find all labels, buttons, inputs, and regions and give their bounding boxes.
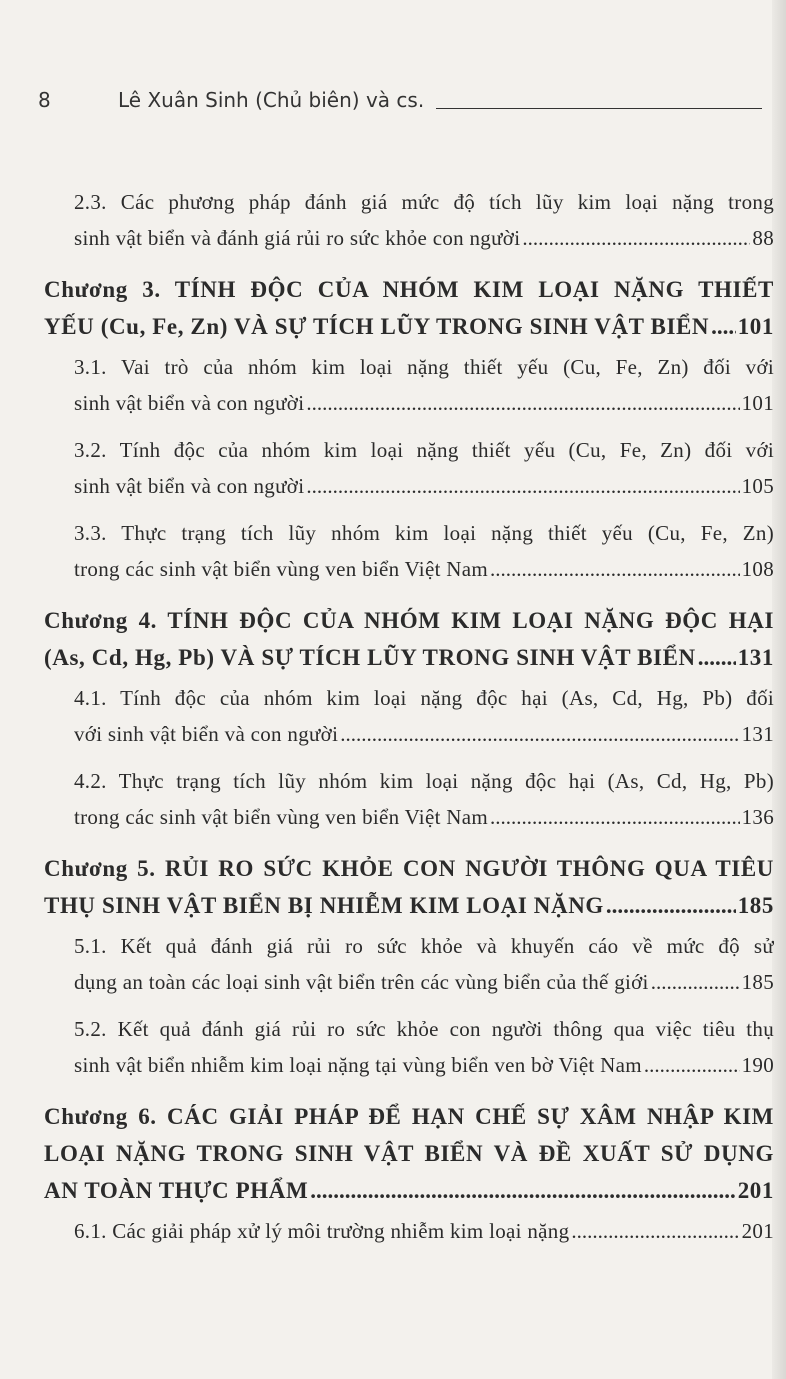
toc-entry-3-2: 3.2. Tính độc của nhóm kim loại nặng thiết yếu (Cu, Fe, Zn) đối với sinh vật biển và con người ..... 105 <box>44 432 774 504</box>
toc-page-number: 108 <box>741 557 774 581</box>
toc-page-number: 88 <box>752 226 774 250</box>
page-number: 8 <box>38 88 51 112</box>
toc-page-number: 201 <box>741 1219 774 1243</box>
toc-entry-6-1: 6.1. Các giải pháp xử lý môi trường nhiễm kim loại nặng ..... 201 <box>44 1213 774 1249</box>
toc-entry-2-3: 2.3. Các phương pháp đánh giá mức độ tích lũy kim loại nặng trong sinh vật biển và đánh giá rủi ro sức khỏe con người ..... 88 <box>44 184 774 256</box>
toc-page-number: 190 <box>741 1053 774 1077</box>
page-edge <box>772 0 786 1379</box>
toc-page-number: 101 <box>741 391 774 415</box>
running-header <box>38 84 766 118</box>
header-rule <box>436 108 762 109</box>
toc-page-number: 105 <box>741 474 774 498</box>
toc-entry-3-1: 3.1. Vai trò của nhóm kim loại nặng thiết yếu (Cu, Fe, Zn) đối với sinh vật biển và con người ..... 101 <box>44 349 774 421</box>
toc-chapter-5: Chương 5. RỦI RO SỨC KHỎE CON NGƯỜI THÔNG QUA TIÊU THỤ SINH VẬT BIỂN BỊ NHIỄM KIM LOẠI NẶNG ..... 185 <box>44 850 774 924</box>
toc-page-number: 185 <box>737 893 774 918</box>
toc-entry-4-1: 4.1. Tính độc của nhóm kim loại nặng độc hại (As, Cd, Hg, Pb) đối với sinh vật biển và con người ..... 131 <box>44 680 774 752</box>
running-header-author: Lê Xuân Sinh (Chủ biên) và cs. <box>118 88 425 112</box>
toc-page-number: 185 <box>741 970 774 994</box>
toc-page-number: 136 <box>741 805 774 829</box>
toc-entry-5-1: 5.1. Kết quả đánh giá rủi ro sức khỏe và khuyến cáo về mức độ sử dụng an toàn các loại sinh vật biển trên các vùng biển của thế giới ..... 185 <box>44 928 774 1000</box>
toc-entry-4-2: 4.2. Thực trạng tích lũy nhóm kim loại nặng độc hại (As, Cd, Hg, Pb) trong các sinh vật biển vùng ven biển Việt Nam ..... 136 <box>44 763 774 835</box>
toc-entry-5-2: 5.2. Kết quả đánh giá rủi ro sức khỏe con người thông qua việc tiêu thụ sinh vật biển nhiễm kim loại nặng tại vùng biển ven bờ Việt Nam ..... 190 <box>44 1011 774 1083</box>
toc-page-number: 131 <box>737 645 774 670</box>
toc-entry-3-3: 3.3. Thực trạng tích lũy nhóm kim loại nặng thiết yếu (Cu, Fe, Zn) trong các sinh vật biển vùng ven biển Việt Nam ..... 108 <box>44 515 774 587</box>
toc-page-number: 101 <box>737 314 774 339</box>
toc-chapter-3: Chương 3. TÍNH ĐỘC CỦA NHÓM KIM LOẠI NẶNG THIẾT YẾU (Cu, Fe, Zn) VÀ SỰ TÍCH LŨY TRONG SINH VẬT BIỂN ..... 101 <box>44 271 774 345</box>
toc-page-number: 201 <box>737 1178 774 1203</box>
toc-page-number: 131 <box>741 722 774 746</box>
toc-chapter-6: Chương 6. CÁC GIẢI PHÁP ĐỂ HẠN CHẾ SỰ XÂM NHẬP KIM LOẠI NẶNG TRONG SINH VẬT BIỂN VÀ ĐỀ XUẤT SỬ DỤNG AN TOÀN THỰC PHẨM ..... 201 <box>44 1098 774 1209</box>
table-of-contents <box>44 184 774 1260</box>
toc-chapter-4: Chương 4. TÍNH ĐỘC CỦA NHÓM KIM LOẠI NẶNG ĐỘC HẠI (As, Cd, Hg, Pb) VÀ SỰ TÍCH LŨY TRONG SINH VẬT BIỂN ..... 131 <box>44 602 774 676</box>
